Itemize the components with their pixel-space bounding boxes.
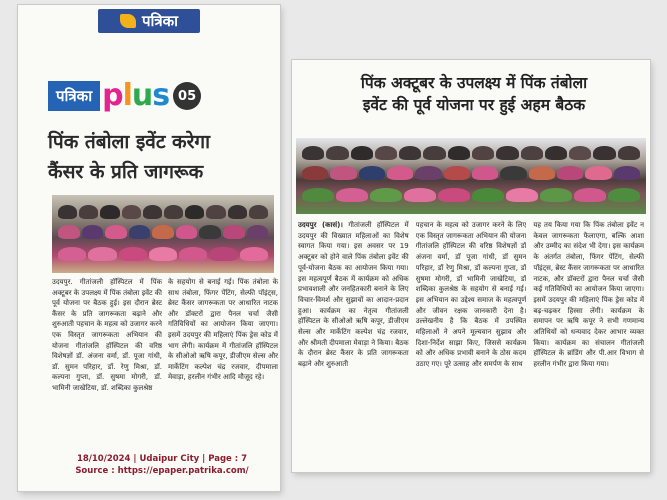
source-caption: [62, 453, 262, 477]
right-news-clipping: [292, 60, 650, 472]
patrika-logo-icon: [120, 14, 136, 28]
headline-line: कैंसर के प्रति जागरूक: [48, 161, 204, 183]
section-brand: पत्रिका: [48, 81, 100, 111]
dateline: उदयपुर (कासं)।: [298, 221, 343, 229]
headline: [48, 127, 276, 187]
article-column: यह तय किया गया कि पिंक तंबोला इवेंट न केवल जागरूकता फैलाएगा, बल्कि आशा और उम्मीद का संदेश भी देगा। इस कार्यक्रम के अंतर्गत तंबोला, फिंगर पेंटिंग, सेल्फी पॉइंट्स, ब्रेस्ट कैंसर जागरूकता पर आधारित नाटक, और डॉक्टरों द्वारा पैनल चर्चा जैसी कई गतिविधियों का आयोजन किया जाएगा। इसमें उदयपुर की महिलाएं पिंक ड्रेस कोड में बढ़-चढ़कर हिस्सा लेंगी। कार्यक्रम के समापन पर ऋषि कपूर ने सभी गणमान्य अतिथियों को धन्यवाद देकर आभार व्यक्त किया। कार्यक्रम का संचालन गीतांजली हॉस्पिटल के ब्रांडिंग और पी.आर विभाग से हरलीन गंभीर द्वारा किया गया।: [533, 221, 645, 369]
section-banner: [48, 79, 276, 113]
source-caption-date: 18/10/2024 | Udaipur City | Page : 7: [76, 454, 248, 464]
headline-line: इवेंट की पूर्व योजना पर हुई अहम बैठक: [362, 96, 586, 114]
group-photo: [52, 195, 274, 273]
source-caption-url: Source : https://epaper.patrika.com/: [75, 466, 249, 476]
article-body: [298, 220, 644, 468]
article-body: [52, 277, 278, 417]
masthead-banner: [98, 9, 200, 33]
article-column: उदयपुर (कासं)। गीतांजली हॉस्पिटल में उदयपुर की विख्यात महिलाओं का विशेष स्वागत किया गया। इस अवसर पर 19 अक्टूबर को होने वाले पिंक तंबोला इवेंट की पूर्व-योजना बैठक का आयोजन किया गया। इस महत्वपूर्ण बैठक में कार्यक्रम को अधिक प्रभावशाली और जनहितकारी बनाने के लिए विचार-विमर्श और सुझावों का आदान-प्रदान हुआ। कार्यक्रम का नेतृत्व गीतांजली हॉस्पिटल के सीओओ ऋषि कपूर, डीजीएम सेल्स और मार्केटिंग कल्पेश चंद्र रजवार, और श्रीमती दीपमाला मेवाड़ा ने किया। बैठक के दौरान ब्रेस्ट कैंसर के प्रति जागरूकता बढ़ाने और शुरुआती: [298, 221, 409, 369]
article-column: के सहयोग से बनाई गई। पिंक तंबोला के साथ तंबोला, फिंगर पेंटिंग, सेल्फी पॉइंट्स, ब्रेस्ट कैंसर जागरूकता पर आधारित नाटक और डॉक्टरों द्वारा पैनल चर्चा जैसी गतिविधियों का आयोजन किया जाएगा। इसमें उदयपुर की महिलाएं पिंक ड्रेस कोड में भाग लेंगी। कार्यक्रम में गीतांजलि हॉस्पिटल के सीओओ ऋषि कपूर, डीजीएम सेल्स और मार्केटिंग कल्पेश चंद्र रजवार, दीपमाला मेवाड़ा, हरलीन गंभीर आदि मौजूद रहे।: [168, 278, 278, 382]
left-news-clipping: [18, 5, 280, 491]
masthead-title: पत्रिका: [141, 12, 179, 30]
article-column: पहचान के महत्व को उजागर करने के लिए एक विस्तृत जागरूकता अभियान की योजना गीतांजलि हॉस्पिटल की वरिष्ठ विशेषज्ञों डॉ अंजना वर्मा, डॉ पूजा गांधी, डॉ सुमन परिहार, डॉ रेणु मिश्रा, डॉ कल्पना गुप्ता, डॉ सुषमा मोगरी, डॉ भामिनी जाखेटिया, डॉ शब्दिका कुलश्रेष्ठ के सहयोग से बनाई गई। इस अभियान का उद्देश्य समाज के महत्वपूर्ण और जीवन रक्षक जानकारी देना है। उल्लेखनीय है कि बैठक में उपस्थित महिलाओं ने अपने मूल्यवान सुझाव और दिशा-निर्देश साझा किए, जिससे कार्यक्रम को और अधिक प्रभावी बनाने के ठोस कदम उठाए गए। पूरे उत्साह और समर्पण के साथ: [415, 221, 527, 369]
headline-line: पिंक तंबोला इवेंट करेगा: [48, 131, 211, 153]
headline: [306, 72, 642, 116]
group-photo: [296, 138, 646, 214]
section-plus-logo: plus: [102, 78, 170, 113]
article-column: उदयपुर. गीतांजली हॉस्पिटल में पिंक अक्टूबर के उपलक्ष्य में पिंक तंबोला इवेंट की पूर्व योजना पर बैठक हुई। इस दौरान ब्रेस्ट कैंसर के प्रति जागरूकता बढ़ाने और शुरुआती पहचान के महत्व को उजागर करने एक विस्तृत जागरूकता अभियान की योजना गीतांजलि हॉस्पिटल की वरिष्ठ विशेषज्ञों डॉ. अंजना वर्मा, डॉ. पूजा गांधी, डॉ. सुमन परिहार, डॉ. रेणु मिश्रा, डॉ. कल्पना गुप्ता, डॉ. सुषमा मोगरी, डॉ. भामिनी जाखेटिया, डॉ. शब्दिका कुलश्रेष्ठ: [52, 278, 162, 392]
page-number-badge: 05: [173, 82, 201, 110]
headline-line: पिंक अक्टूबर के उपलक्ष्य में पिंक तंबोला: [360, 74, 588, 92]
